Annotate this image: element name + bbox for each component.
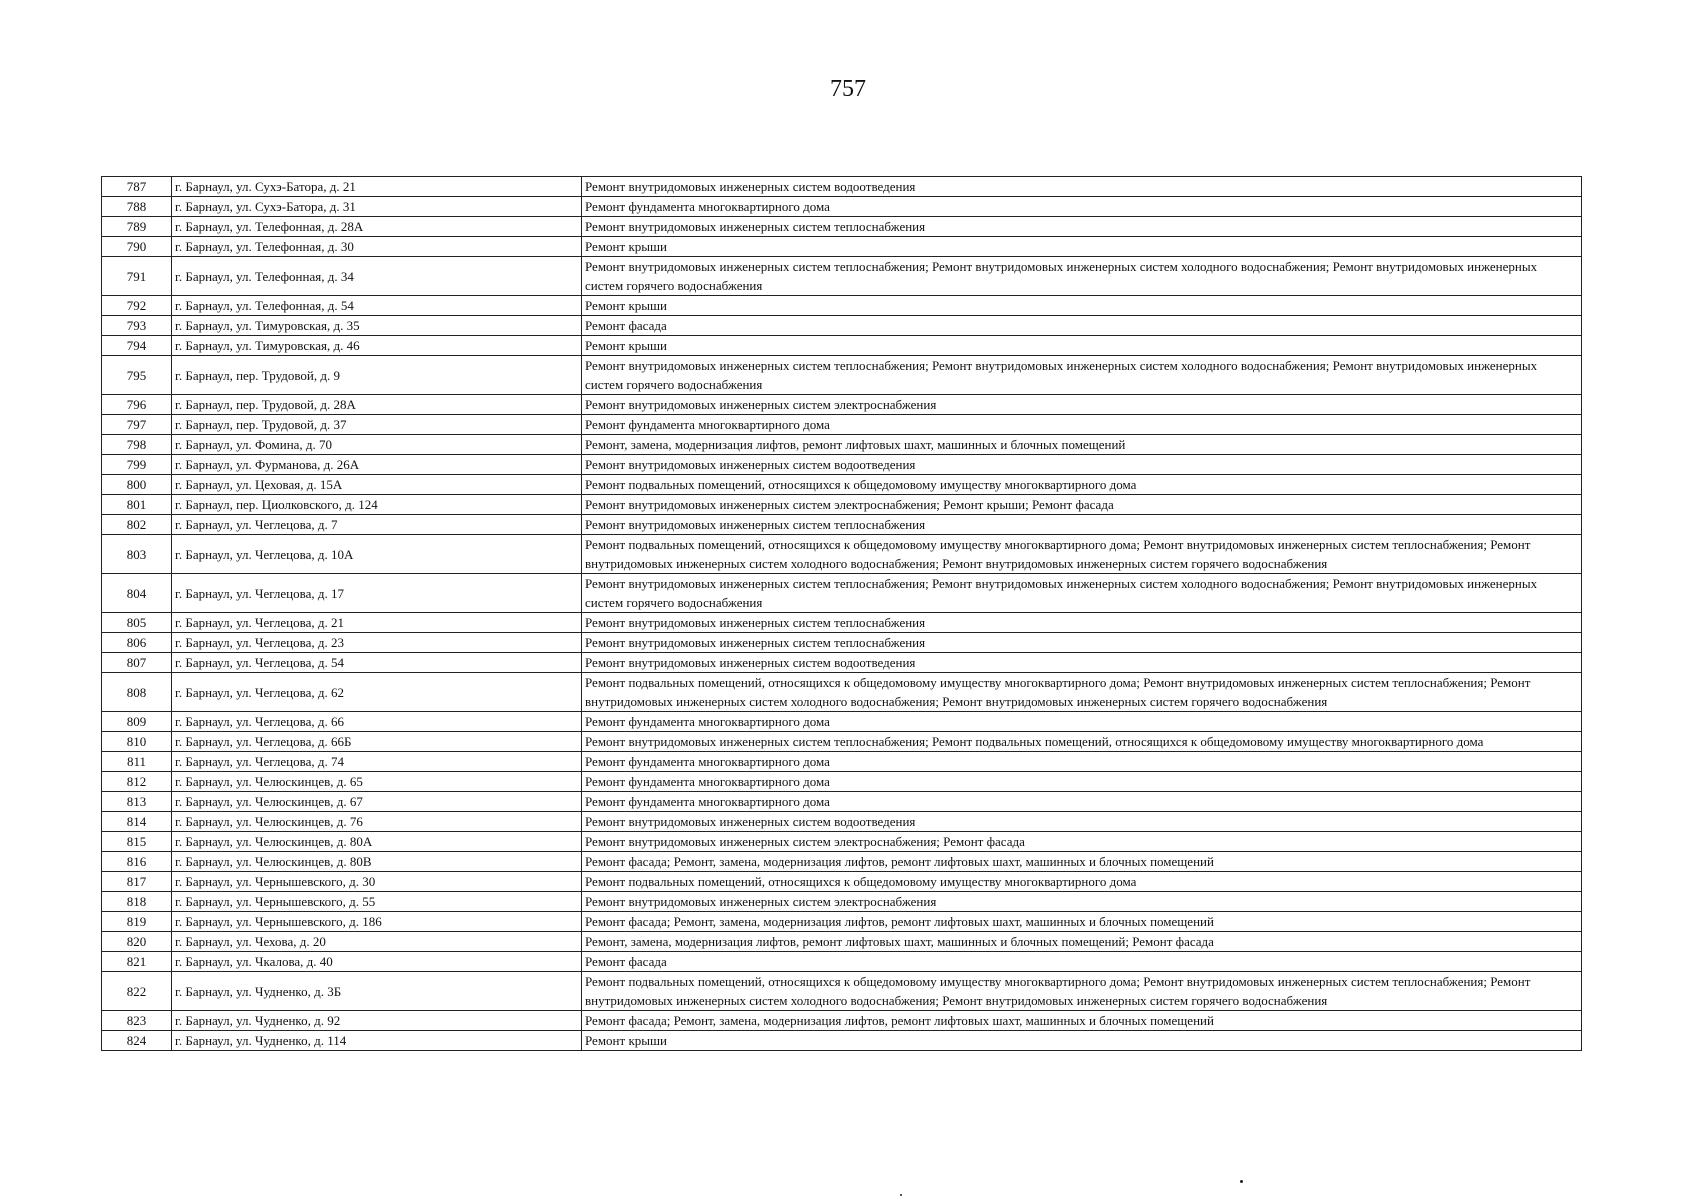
row-number: 807 bbox=[102, 653, 172, 673]
row-work-type: Ремонт подвальных помещений, относящихся к общедомовому имуществу многоквартирного дома bbox=[582, 872, 1582, 892]
row-work-type: Ремонт внутридомовых инженерных систем теплоснабжения bbox=[582, 217, 1582, 237]
row-address: г. Барнаул, ул. Телефонная, д. 34 bbox=[172, 257, 582, 296]
row-number: 798 bbox=[102, 435, 172, 455]
row-work-type: Ремонт фасада; Ремонт, замена, модернизация лифтов, ремонт лифтовых шахт, машинных и блочных помещений bbox=[582, 852, 1582, 872]
row-number: 795 bbox=[102, 356, 172, 395]
row-work-type: Ремонт внутридомовых инженерных систем теплоснабжения bbox=[582, 613, 1582, 633]
row-address: г. Барнаул, ул. Телефонная, д. 28А bbox=[172, 217, 582, 237]
table-row bbox=[102, 336, 1582, 356]
row-work-type: Ремонт внутридомовых инженерных систем водоотведения bbox=[582, 812, 1582, 832]
row-work-type: Ремонт фундамента многоквартирного дома bbox=[582, 792, 1582, 812]
table-row bbox=[102, 792, 1582, 812]
row-work-type: Ремонт крыши bbox=[582, 237, 1582, 257]
table-row bbox=[102, 832, 1582, 852]
row-work-type: Ремонт фасада bbox=[582, 316, 1582, 336]
table-row bbox=[102, 316, 1582, 336]
row-work-type: Ремонт, замена, модернизация лифтов, ремонт лифтовых шахт, машинных и блочных помещений; Ремонт фасада bbox=[582, 932, 1582, 952]
row-address: г. Барнаул, ул. Чудненко, д. 114 bbox=[172, 1031, 582, 1051]
row-address: г. Барнаул, ул. Челюскинцев, д. 80В bbox=[172, 852, 582, 872]
row-number: 818 bbox=[102, 892, 172, 912]
table-row bbox=[102, 772, 1582, 792]
row-address: г. Барнаул, ул. Чеглецова, д. 23 bbox=[172, 633, 582, 653]
row-number: 793 bbox=[102, 316, 172, 336]
row-address: г. Барнаул, ул. Цеховая, д. 15А bbox=[172, 475, 582, 495]
row-number: 815 bbox=[102, 832, 172, 852]
row-work-type: Ремонт фундамента многоквартирного дома bbox=[582, 752, 1582, 772]
row-address: г. Барнаул, ул. Челюскинцев, д. 76 bbox=[172, 812, 582, 832]
table-row bbox=[102, 535, 1582, 574]
table-row bbox=[102, 257, 1582, 296]
row-work-type: Ремонт внутридомовых инженерных систем электроснабжения; Ремонт фасада bbox=[582, 832, 1582, 852]
row-number: 810 bbox=[102, 732, 172, 752]
row-work-type: Ремонт внутридомовых инженерных систем теплоснабжения; Ремонт внутридомовых инженерных систем холодного водоснабжения; Ремонт внутридомовых инженерных систем горячего водоснабжения bbox=[582, 356, 1582, 395]
row-work-type: Ремонт внутридомовых инженерных систем теплоснабжения bbox=[582, 633, 1582, 653]
table-row bbox=[102, 752, 1582, 772]
row-number: 806 bbox=[102, 633, 172, 653]
row-address: г. Барнаул, ул. Сухэ-Батора, д. 31 bbox=[172, 197, 582, 217]
row-number: 802 bbox=[102, 515, 172, 535]
row-number: 787 bbox=[102, 177, 172, 197]
table-row bbox=[102, 435, 1582, 455]
row-work-type: Ремонт внутридомовых инженерных систем теплоснабжения bbox=[582, 515, 1582, 535]
row-number: 796 bbox=[102, 395, 172, 415]
row-address: г. Барнаул, ул. Чеглецова, д. 17 bbox=[172, 574, 582, 613]
row-address: г. Барнаул, пер. Трудовой, д. 9 bbox=[172, 356, 582, 395]
table-row bbox=[102, 217, 1582, 237]
row-work-type: Ремонт внутридомовых инженерных систем теплоснабжения; Ремонт внутридомовых инженерных систем холодного водоснабжения; Ремонт внутридомовых инженерных систем горячего водоснабжения bbox=[582, 574, 1582, 613]
repair-works-table bbox=[101, 176, 1582, 1051]
row-number: 816 bbox=[102, 852, 172, 872]
row-address: г. Барнаул, ул. Чкалова, д. 40 bbox=[172, 952, 582, 972]
table-row bbox=[102, 852, 1582, 872]
row-address: г. Барнаул, ул. Тимуровская, д. 35 bbox=[172, 316, 582, 336]
row-work-type: Ремонт внутридомовых инженерных систем теплоснабжения; Ремонт подвальных помещений, относящихся к общедомовому имуществу многоквартирного дома bbox=[582, 732, 1582, 752]
table-row bbox=[102, 912, 1582, 932]
row-number: 809 bbox=[102, 712, 172, 732]
row-number: 803 bbox=[102, 535, 172, 574]
row-number: 797 bbox=[102, 415, 172, 435]
row-address: г. Барнаул, ул. Чеглецова, д. 74 bbox=[172, 752, 582, 772]
row-address: г. Барнаул, ул. Чехова, д. 20 bbox=[172, 932, 582, 952]
row-number: 794 bbox=[102, 336, 172, 356]
table-row bbox=[102, 872, 1582, 892]
row-number: 812 bbox=[102, 772, 172, 792]
row-number: 811 bbox=[102, 752, 172, 772]
row-address: г. Барнаул, ул. Фомина, д. 70 bbox=[172, 435, 582, 455]
page-number: 757 bbox=[830, 76, 866, 102]
table-row bbox=[102, 237, 1582, 257]
table-row bbox=[102, 732, 1582, 752]
row-work-type: Ремонт фундамента многоквартирного дома bbox=[582, 415, 1582, 435]
row-number: 808 bbox=[102, 673, 172, 712]
table-row bbox=[102, 653, 1582, 673]
table-row bbox=[102, 574, 1582, 613]
row-number: 799 bbox=[102, 455, 172, 475]
row-number: 817 bbox=[102, 872, 172, 892]
row-address: г. Барнаул, ул. Телефонная, д. 54 bbox=[172, 296, 582, 316]
row-work-type: Ремонт внутридомовых инженерных систем водоотведения bbox=[582, 455, 1582, 475]
row-work-type: Ремонт фасада; Ремонт, замена, модернизация лифтов, ремонт лифтовых шахт, машинных и блочных помещений bbox=[582, 1011, 1582, 1031]
row-address: г. Барнаул, ул. Челюскинцев, д. 65 bbox=[172, 772, 582, 792]
row-work-type: Ремонт внутридомовых инженерных систем водоотведения bbox=[582, 653, 1582, 673]
row-work-type: Ремонт фундамента многоквартирного дома bbox=[582, 772, 1582, 792]
row-number: 804 bbox=[102, 574, 172, 613]
row-address: г. Барнаул, ул. Чернышевского, д. 186 bbox=[172, 912, 582, 932]
row-address: г. Барнаул, ул. Челюскинцев, д. 80А bbox=[172, 832, 582, 852]
row-address: г. Барнаул, ул. Тимуровская, д. 46 bbox=[172, 336, 582, 356]
table-row bbox=[102, 712, 1582, 732]
row-work-type: Ремонт внутридомовых инженерных систем электроснабжения bbox=[582, 395, 1582, 415]
row-number: 819 bbox=[102, 912, 172, 932]
row-work-type: Ремонт фундамента многоквартирного дома bbox=[582, 197, 1582, 217]
row-number: 813 bbox=[102, 792, 172, 812]
row-address: г. Барнаул, пер. Трудовой, д. 28А bbox=[172, 395, 582, 415]
row-number: 820 bbox=[102, 932, 172, 952]
table-row bbox=[102, 1031, 1582, 1051]
row-address: г. Барнаул, ул. Чернышевского, д. 55 bbox=[172, 892, 582, 912]
row-address: г. Барнаул, ул. Телефонная, д. 30 bbox=[172, 237, 582, 257]
row-number: 801 bbox=[102, 495, 172, 515]
row-work-type: Ремонт внутридомовых инженерных систем электроснабжения; Ремонт крыши; Ремонт фасада bbox=[582, 495, 1582, 515]
table-row bbox=[102, 455, 1582, 475]
table-row bbox=[102, 197, 1582, 217]
table-row bbox=[102, 495, 1582, 515]
table-row bbox=[102, 613, 1582, 633]
row-address: г. Барнаул, ул. Чеглецова, д. 62 bbox=[172, 673, 582, 712]
row-address: г. Барнаул, ул. Челюскинцев, д. 67 bbox=[172, 792, 582, 812]
table-row bbox=[102, 296, 1582, 316]
row-number: 822 bbox=[102, 972, 172, 1011]
table-row bbox=[102, 1011, 1582, 1031]
row-work-type: Ремонт фасада bbox=[582, 952, 1582, 972]
table-row bbox=[102, 972, 1582, 1011]
row-number: 821 bbox=[102, 952, 172, 972]
row-address: г. Барнаул, ул. Чеглецова, д. 66 bbox=[172, 712, 582, 732]
row-work-type: Ремонт крыши bbox=[582, 296, 1582, 316]
row-address: г. Барнаул, ул. Чеглецова, д. 54 bbox=[172, 653, 582, 673]
row-address: г. Барнаул, ул. Чеглецова, д. 7 bbox=[172, 515, 582, 535]
row-number: 789 bbox=[102, 217, 172, 237]
row-address: г. Барнаул, ул. Чудненко, д. 92 bbox=[172, 1011, 582, 1031]
table-row bbox=[102, 673, 1582, 712]
row-work-type: Ремонт внутридомовых инженерных систем теплоснабжения; Ремонт внутридомовых инженерных систем холодного водоснабжения; Ремонт внутридомовых инженерных систем горячего водоснабжения bbox=[582, 257, 1582, 296]
table-row bbox=[102, 395, 1582, 415]
table-body bbox=[102, 177, 1582, 1051]
row-number: 824 bbox=[102, 1031, 172, 1051]
row-work-type: Ремонт крыши bbox=[582, 1031, 1582, 1051]
row-number: 791 bbox=[102, 257, 172, 296]
row-address: г. Барнаул, ул. Фурманова, д. 26А bbox=[172, 455, 582, 475]
table-row bbox=[102, 356, 1582, 395]
row-work-type: Ремонт подвальных помещений, относящихся к общедомовому имуществу многоквартирного дома bbox=[582, 475, 1582, 495]
row-number: 790 bbox=[102, 237, 172, 257]
row-address: г. Барнаул, пер. Трудовой, д. 37 bbox=[172, 415, 582, 435]
row-address: г. Барнаул, ул. Чеглецова, д. 10А bbox=[172, 535, 582, 574]
scan-speck bbox=[900, 1194, 902, 1196]
row-work-type: Ремонт внутридомовых инженерных систем водоотведения bbox=[582, 177, 1582, 197]
row-address: г. Барнаул, ул. Сухэ-Батора, д. 21 bbox=[172, 177, 582, 197]
row-number: 792 bbox=[102, 296, 172, 316]
table-row bbox=[102, 932, 1582, 952]
row-number: 805 bbox=[102, 613, 172, 633]
row-number: 823 bbox=[102, 1011, 172, 1031]
table-row bbox=[102, 475, 1582, 495]
row-address: г. Барнаул, ул. Чудненко, д. 3Б bbox=[172, 972, 582, 1011]
table-row bbox=[102, 952, 1582, 972]
row-number: 800 bbox=[102, 475, 172, 495]
table-row bbox=[102, 415, 1582, 435]
row-address: г. Барнаул, ул. Чеглецова, д. 21 bbox=[172, 613, 582, 633]
table-row bbox=[102, 812, 1582, 832]
row-number: 788 bbox=[102, 197, 172, 217]
row-address: г. Барнаул, пер. Циолковского, д. 124 bbox=[172, 495, 582, 515]
row-work-type: Ремонт, замена, модернизация лифтов, ремонт лифтовых шахт, машинных и блочных помещений bbox=[582, 435, 1582, 455]
table-row bbox=[102, 515, 1582, 535]
row-address: г. Барнаул, ул. Чеглецова, д. 66Б bbox=[172, 732, 582, 752]
row-work-type: Ремонт фасада; Ремонт, замена, модернизация лифтов, ремонт лифтовых шахт, машинных и блочных помещений bbox=[582, 912, 1582, 932]
row-work-type: Ремонт подвальных помещений, относящихся к общедомовому имуществу многоквартирного дома; Ремонт внутридомовых инженерных систем теплоснабжения; Ремонт внутридомовых инженерных систем холодного водоснабжения; Ремонт внутридомовых инженерных систем горячего водоснабжения bbox=[582, 535, 1582, 574]
table-row bbox=[102, 633, 1582, 653]
row-number: 814 bbox=[102, 812, 172, 832]
table-row bbox=[102, 177, 1582, 197]
row-work-type: Ремонт крыши bbox=[582, 336, 1582, 356]
table-row bbox=[102, 892, 1582, 912]
scan-speck bbox=[1240, 1180, 1243, 1183]
row-address: г. Барнаул, ул. Чернышевского, д. 30 bbox=[172, 872, 582, 892]
row-work-type: Ремонт внутридомовых инженерных систем электроснабжения bbox=[582, 892, 1582, 912]
row-work-type: Ремонт подвальных помещений, относящихся к общедомовому имуществу многоквартирного дома; Ремонт внутридомовых инженерных систем теплоснабжения; Ремонт внутридомовых инженерных систем холодного водоснабжения; Ремонт внутридомовых инженерных систем горячего водоснабжения bbox=[582, 972, 1582, 1011]
row-work-type: Ремонт фундамента многоквартирного дома bbox=[582, 712, 1582, 732]
row-work-type: Ремонт подвальных помещений, относящихся к общедомовому имуществу многоквартирного дома; Ремонт внутридомовых инженерных систем теплоснабжения; Ремонт внутридомовых инженерных систем холодного водоснабжения; Ремонт внутридомовых инженерных систем горячего водоснабжения bbox=[582, 673, 1582, 712]
